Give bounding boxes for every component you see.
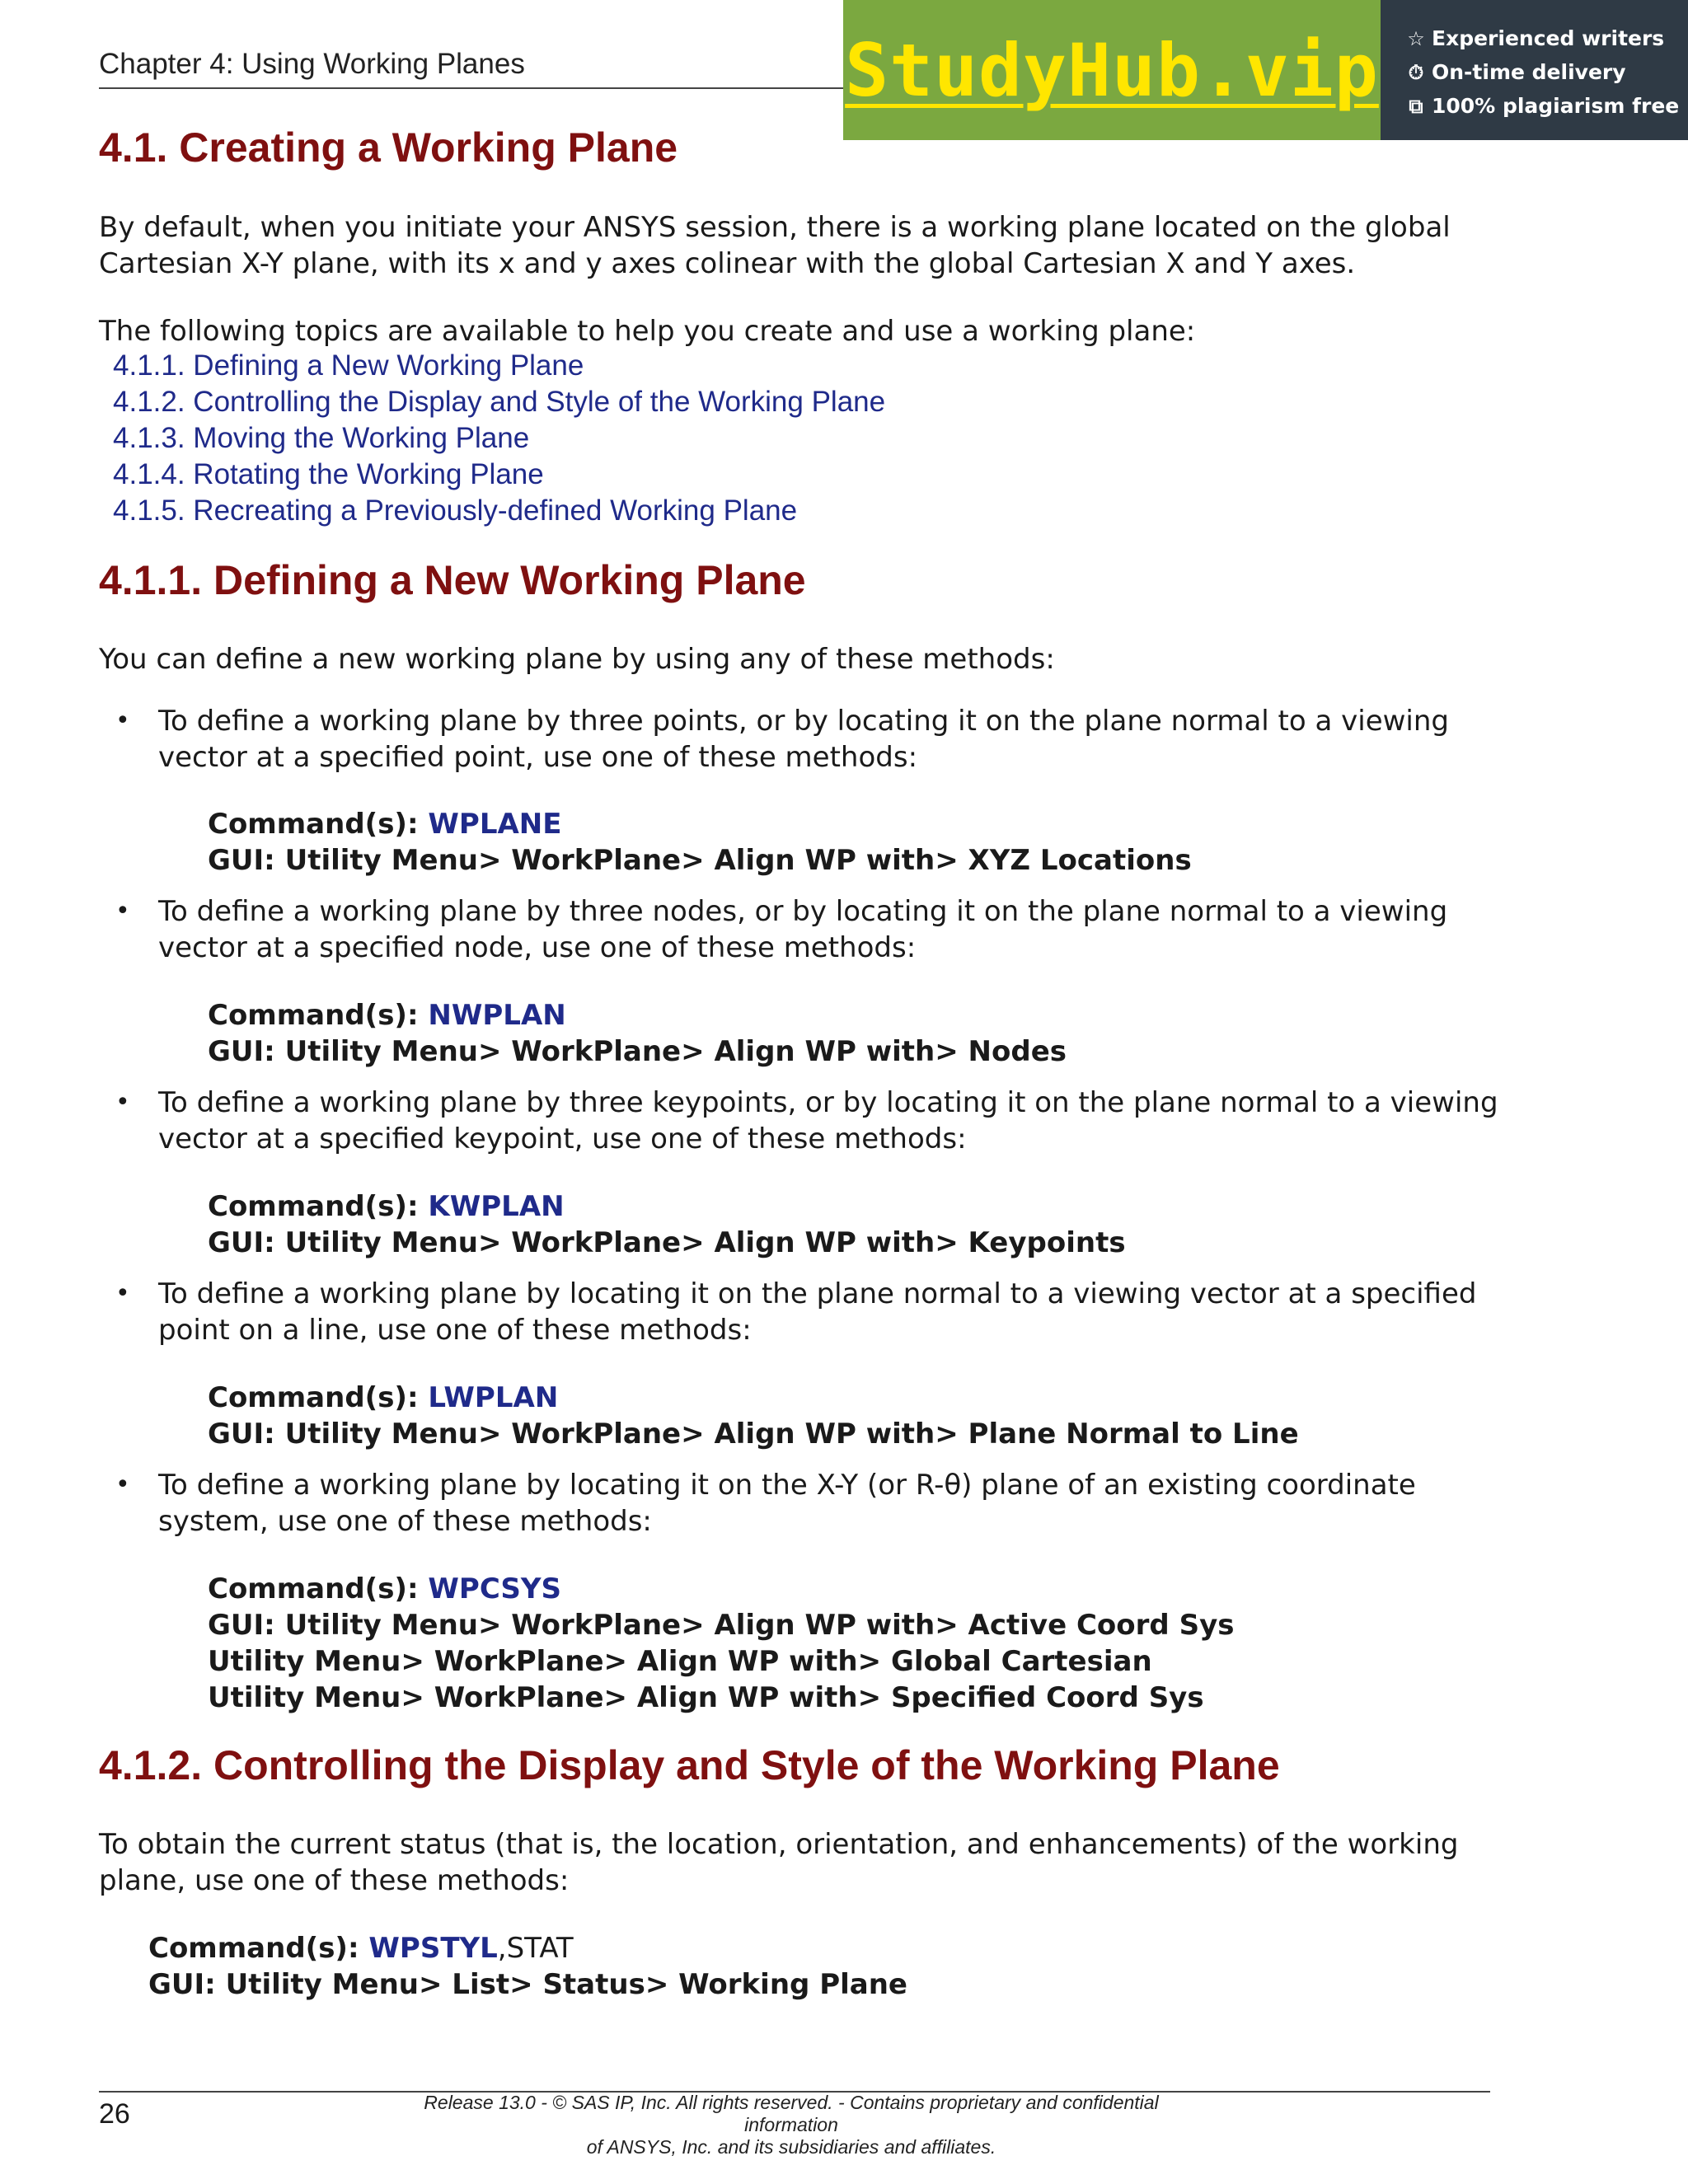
- studyhub-banner[interactable]: [843, 0, 1688, 140]
- command-link[interactable]: LWPLAN: [428, 1381, 559, 1414]
- bullet-marker: •: [115, 1470, 130, 1499]
- command-line: [148, 1930, 907, 1966]
- banner-logo[interactable]: StudyHub.vip: [845, 27, 1379, 113]
- method-bullet: [99, 703, 1517, 776]
- topic-link[interactable]: 4.1.1. Defining a New Working Plane: [113, 349, 584, 382]
- bullet-text: To define a working plane by three keypoints, or by locating it on the plane normal to a viewing vector at a specified keypoint, use one of these methods:: [158, 1086, 1498, 1155]
- topic-link[interactable]: 4.1.5. Recreating a Previously-defined Working Plane: [113, 494, 798, 527]
- command-label: Command(s):: [208, 999, 429, 1032]
- section-intro: To obtain the current status (that is, the location, orientation, and enhancements) of the working plane, use one of these methods:: [99, 1828, 1459, 1897]
- banner-feature-text: Experienced writers: [1432, 26, 1665, 50]
- bullet-marker: •: [115, 706, 130, 735]
- section-title-4-1-2: 4.1.2. Controlling the Display and Style of the Working Plane: [99, 1742, 1280, 1788]
- command-link[interactable]: WPCSYS: [428, 1572, 562, 1605]
- command-label: Command(s):: [208, 1572, 429, 1605]
- banner-feature: [1405, 21, 1688, 55]
- command-link[interactable]: WPLANE: [428, 808, 562, 841]
- command-block: [148, 1930, 907, 2003]
- banner-feature: [1405, 89, 1688, 123]
- chapter-header: Chapter 4: Using Working Planes: [99, 48, 525, 80]
- footer-line: Release 13.0 - © SAS IP, Inc. All rights reserved. - Contains proprietary and confidential information: [424, 2092, 1159, 2135]
- command-block: [208, 1571, 1234, 1716]
- topics-intro: The following topics are available to help you create and use a working plane:: [99, 315, 1196, 348]
- command-line: [208, 1380, 1299, 1416]
- star-outline-icon: ☆: [1407, 26, 1425, 50]
- command-block: [208, 997, 1067, 1070]
- topic-link[interactable]: 4.1.3. Moving the Working Plane: [113, 422, 530, 454]
- gui-path: GUI: Utility Menu> WorkPlane> Align WP with> Active Coord Sys: [208, 1609, 1235, 1642]
- command-link[interactable]: NWPLAN: [428, 999, 566, 1032]
- command-label: Command(s):: [148, 1932, 369, 1965]
- command-label: Command(s):: [208, 808, 429, 841]
- command-args: ,STAT: [497, 1932, 574, 1965]
- footer-copyright: [379, 2092, 1203, 2158]
- bullet-text: To define a working plane by locating it on the X-Y (or R-θ) plane of an existing coordinate system, use one of these methods:: [158, 1469, 1416, 1538]
- gui-path: GUI: Utility Menu> WorkPlane> Align WP with> Nodes: [208, 1035, 1067, 1068]
- banner-features: [1381, 0, 1688, 140]
- topic-link[interactable]: 4.1.2. Controlling the Display and Style of the Working Plane: [113, 386, 886, 418]
- topic-link[interactable]: 4.1.4. Rotating the Working Plane: [113, 458, 544, 490]
- command-line: [208, 806, 1192, 842]
- command-line: [208, 1571, 1234, 1607]
- banner-logo-panel[interactable]: [843, 0, 1381, 140]
- bullet-marker: •: [115, 1279, 130, 1308]
- method-bullet: [99, 893, 1517, 966]
- command-line: [208, 997, 1067, 1033]
- topic-list: [113, 348, 885, 529]
- clock-icon: ⏱: [1408, 60, 1424, 84]
- footer-line: of ANSYS, Inc. and its subsidiaries and affiliates.: [586, 2136, 996, 2158]
- method-bullet: [99, 1085, 1517, 1157]
- page-number: 26: [99, 2098, 130, 2130]
- method-bullet: [99, 1467, 1517, 1540]
- gui-path: GUI: Utility Menu> WorkPlane> Align WP with> Plane Normal to Line: [208, 1418, 1299, 1451]
- bullet-marker: •: [115, 1088, 130, 1117]
- section-title-4-1-1: 4.1.1. Defining a New Working Plane: [99, 557, 806, 603]
- gui-path: Utility Menu> WorkPlane> Align WP with> Specified Coord Sys: [208, 1681, 1204, 1714]
- banner-feature: [1405, 55, 1688, 89]
- copy-icon: ⧉: [1409, 94, 1423, 118]
- section-intro: By default, when you initiate your ANSYS session, there is a working plane located on the global Cartesian X-Y plane, with its x and y axes colinear with the global Cartesian X and Y axes.: [99, 211, 1451, 280]
- command-link[interactable]: WPSTYL: [368, 1932, 498, 1965]
- command-label: Command(s):: [208, 1381, 429, 1414]
- method-bullet: [99, 1276, 1517, 1348]
- gui-path: Utility Menu> WorkPlane> Align WP with> Global Cartesian: [208, 1645, 1152, 1678]
- bullet-marker: •: [115, 897, 130, 926]
- bullet-text: To define a working plane by three nodes, or by locating it on the plane normal to a viewing vector at a specified node, use one of these methods:: [158, 895, 1448, 964]
- gui-path: GUI: Utility Menu> List> Status> Working Plane: [148, 1968, 907, 2001]
- command-block: [208, 806, 1192, 879]
- command-line: [208, 1188, 1126, 1225]
- command-link[interactable]: KWPLAN: [428, 1190, 565, 1223]
- bullet-text: To define a working plane by three points, or by locating it on the plane normal to a viewing vector at a specified point, use one of these methods:: [158, 705, 1450, 774]
- banner-feature-text: 100% plagiarism free: [1432, 94, 1680, 118]
- banner-feature-text: On-time delivery: [1432, 60, 1626, 84]
- header-rule: [99, 87, 845, 89]
- command-block: [208, 1188, 1126, 1261]
- section-intro: You can define a new working plane by using any of these methods:: [99, 643, 1055, 676]
- command-block: [208, 1380, 1299, 1452]
- bullet-text: To define a working plane by locating it on the plane normal to a viewing vector at a specified point on a line, use one of these methods:: [158, 1277, 1477, 1347]
- gui-path: GUI: Utility Menu> WorkPlane> Align WP with> XYZ Locations: [208, 844, 1192, 877]
- gui-path: GUI: Utility Menu> WorkPlane> Align WP with> Keypoints: [208, 1226, 1126, 1259]
- command-label: Command(s):: [208, 1190, 429, 1223]
- section-title-4-1: 4.1. Creating a Working Plane: [99, 124, 678, 171]
